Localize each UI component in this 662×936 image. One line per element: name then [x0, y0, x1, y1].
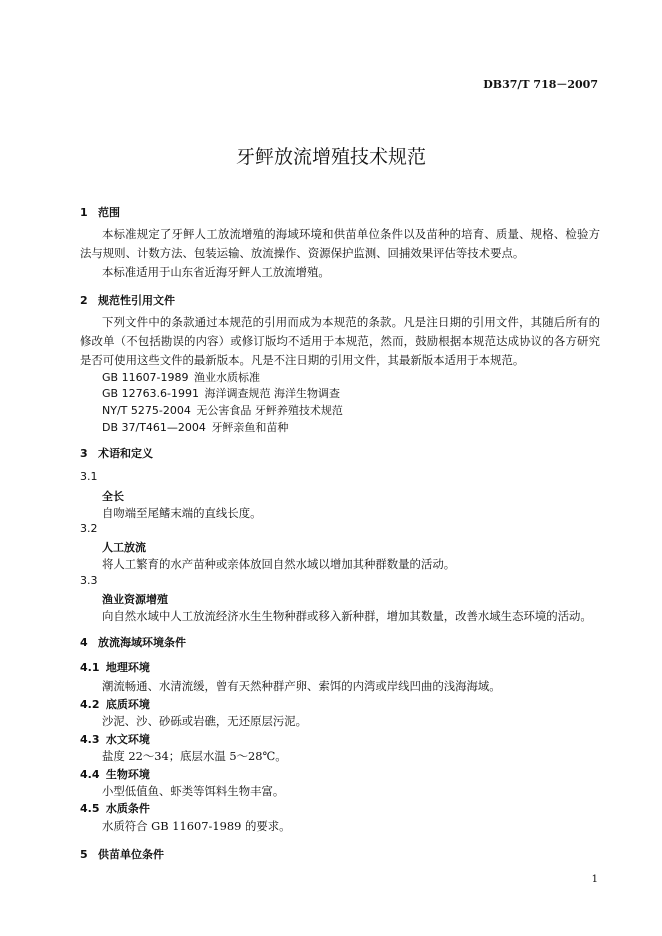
reference-item — [102, 385, 340, 401]
section-number: 3 — [80, 447, 88, 460]
term-number: 3.1 — [80, 470, 98, 483]
subsection-title: 地理环境 — [105, 661, 150, 674]
reference-name: 牙鲆亲鱼和苗种 — [211, 421, 289, 434]
subsection-number: 4.4 — [80, 768, 100, 781]
section-number: 1 — [80, 206, 88, 219]
document-title: 牙鲆放流增殖技术规范 — [235, 146, 426, 168]
subsection-title: 水文环境 — [105, 733, 150, 746]
subsection-number: 4.1 — [80, 661, 100, 674]
section-title: 放流海域环境条件 — [98, 636, 186, 649]
term-definition: 向自然水域中人工放流经济水生生物种群或移入新种群，增加其数量，改善水域生态环境的活动。 — [102, 609, 592, 623]
subsection-heading — [80, 731, 150, 747]
section-title: 术语和定义 — [98, 447, 153, 460]
section-heading-3 — [80, 445, 153, 461]
term-number: 3.2 — [80, 522, 98, 535]
section-title: 规范性引用文件 — [98, 294, 175, 307]
subsection-text: 沙泥、沙、砂砾或岩礁，无还原层污泥。 — [102, 714, 308, 728]
reference-item — [102, 419, 288, 435]
section-number: 4 — [80, 636, 88, 649]
subsection-heading — [80, 766, 150, 782]
standard-number: DB37/T 718－2007 — [483, 78, 598, 91]
subsection-number: 4.5 — [80, 802, 100, 815]
reference-name: 渔业水质标准 — [194, 371, 261, 384]
reference-code: GB 11607-1989 — [102, 371, 189, 384]
reference-name: 海洋调查规范 海洋生物调查 — [204, 387, 341, 400]
subsection-text: 水质符合 GB 11607-1989 的要求。 — [102, 819, 291, 833]
subsection-heading — [80, 696, 150, 712]
term-number: 3.3 — [80, 574, 98, 587]
reference-item — [102, 402, 343, 418]
scope-applicability: 本标准适用于山东省近海牙鲆人工放流增殖。 — [102, 265, 330, 279]
reference-name: 无公害食品 牙鲆养殖技术规范 — [196, 404, 343, 417]
reference-item — [102, 369, 260, 385]
subsection-text: 盐度 22～34；底层水温 5～28℃。 — [102, 749, 287, 763]
section-heading-1 — [80, 204, 120, 220]
section-number: 5 — [80, 848, 88, 861]
normative-references-paragraph: 下列文件中的条款通过本规范的引用而成为本规范的条款。凡是注日期的引用文件，其随后所有的修改单（不包括勘误的内容）或修订版均不适用于本规范，然而，鼓励根据本规范达成协议的各方研究是否可使用这些文件的最新版本。凡是不注日期的引用文件，其最新版本适用于本规范。 — [80, 315, 600, 367]
section-number: 2 — [80, 294, 88, 307]
subsection-number: 4.2 — [80, 698, 100, 711]
reference-code: GB 12763.6-1991 — [102, 387, 200, 400]
term-definition: 自吻端至尾鳍末端的直线长度。 — [102, 506, 262, 520]
page-number: 1 — [591, 874, 598, 885]
section-heading-5 — [80, 846, 164, 862]
reference-code: NY/T 5275-2004 — [102, 404, 191, 417]
term-definition: 将人工繁育的水产苗种或亲体放回自然水域以增加其种群数量的活动。 — [102, 557, 456, 571]
subsection-number: 4.3 — [80, 733, 100, 746]
subsection-text: 潮流畅通、水清流缓，曾有天然种群产卵、索饵的内湾或岸线凹曲的浅海海域。 — [102, 679, 501, 693]
section-heading-4 — [80, 634, 186, 650]
term-name: 渔业资源增殖 — [102, 593, 168, 606]
subsection-text: 小型低值鱼、虾类等饵料生物丰富。 — [102, 784, 285, 798]
section-title: 范围 — [98, 206, 120, 219]
subsection-title: 水质条件 — [105, 802, 150, 815]
reference-code: DB 37/T461—2004 — [102, 421, 206, 434]
subsection-title: 底质环境 — [105, 698, 150, 711]
scope-paragraph: 本标准规定了牙鲆人工放流增殖的海域环境和供苗单位条件以及苗种的培育、质量、规格、检验方法与规则、计数方法、包装运输、放流操作、资源保护监测、回捕效果评估等技术要点。 — [80, 227, 600, 260]
subsection-title: 生物环境 — [105, 768, 150, 781]
term-name: 人工放流 — [102, 541, 146, 554]
subsection-heading — [80, 659, 150, 675]
section-heading-2 — [80, 292, 175, 308]
subsection-heading — [80, 800, 150, 816]
term-name: 全长 — [102, 490, 124, 503]
section-title: 供苗单位条件 — [98, 848, 164, 861]
